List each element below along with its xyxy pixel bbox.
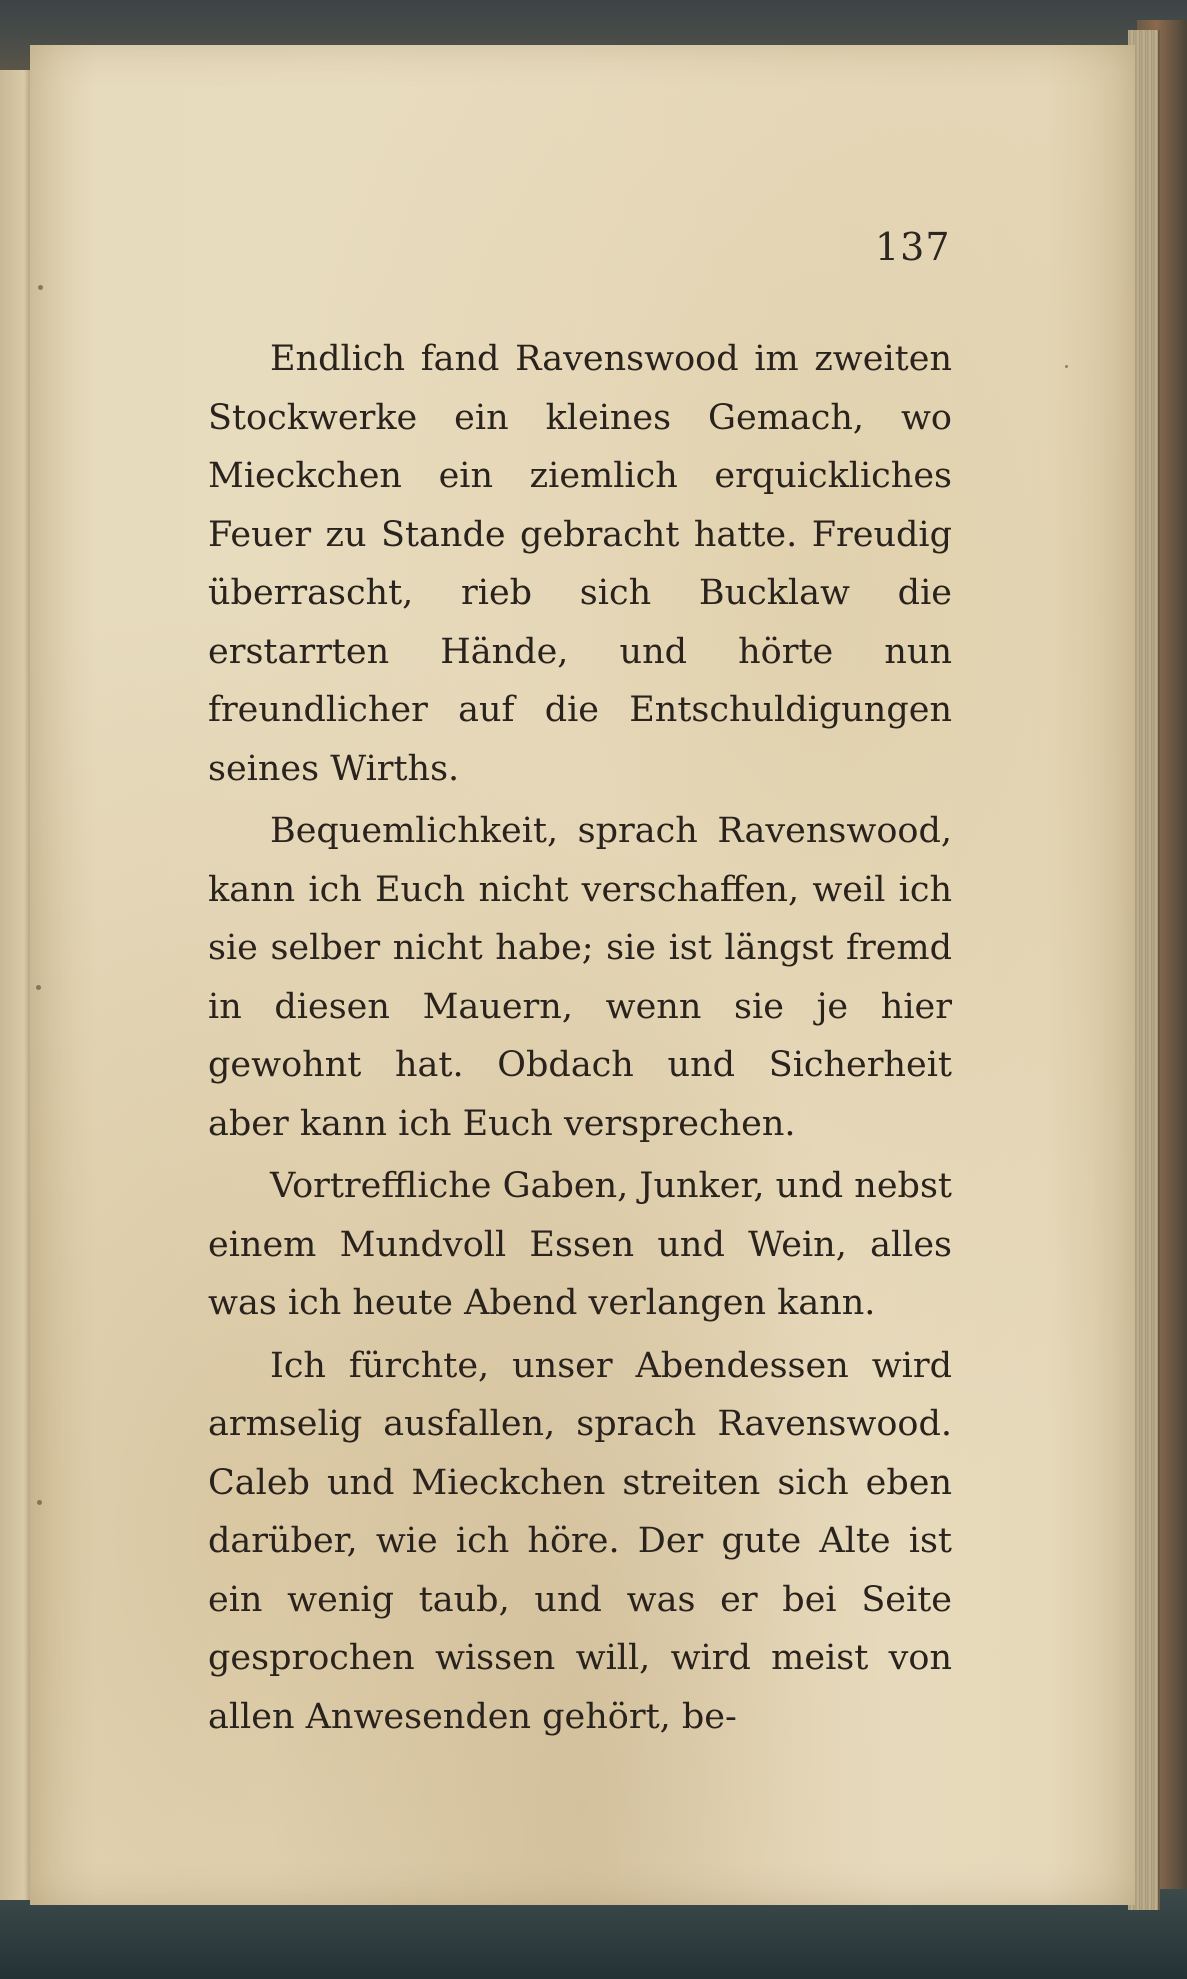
page-speck bbox=[38, 285, 43, 290]
paragraph-3: Vortreffliche Gaben, Junker, und nebst einem Mundvoll Essen und Wein, alles was ich heute Abend verlangen kann. bbox=[208, 1166, 952, 1323]
paragraph-2: Bequemlichkeit, sprach Ravenswood, kann ich Euch nicht verschaffen, weil ich sie selber nicht habe; sie ist längst fremd in diesen Mauern, wenn sie je hier gewohnt hat. Obdach und Sicherheit aber kann ich Euch versprechen. bbox=[208, 811, 952, 1144]
paragraph-4: Ich fürchte, unser Abendessen wird armselig ausfallen, sprach Ravenswood. Caleb und Mieckchen streiten sich eben darüber, wie ich höre. Der gute Alte ist ein wenig taub, und was er bei Seite gesprochen wissen will, wird meist von allen Anwesenden gehört, be- bbox=[208, 1345, 952, 1737]
body-text bbox=[208, 330, 952, 1746]
page-speck bbox=[37, 1500, 42, 1505]
paragraph-1: Endlich fand Ravenswood im zweiten Stockwerke ein kleines Gemach, wo Mieckchen ein ziemlich erquickliches Feuer zu Stande gebracht hatte. Freudig überrascht, rieb sich Bucklaw die erstarrten Hände, und hörte nun freundlicher auf die Entschuldigungen seines Wirths. bbox=[208, 339, 952, 789]
page-number: 137 bbox=[875, 225, 951, 269]
page-speck bbox=[1065, 365, 1068, 368]
book-page bbox=[30, 45, 1135, 1905]
page-speck bbox=[36, 985, 41, 990]
previous-page-edge bbox=[0, 70, 30, 1900]
